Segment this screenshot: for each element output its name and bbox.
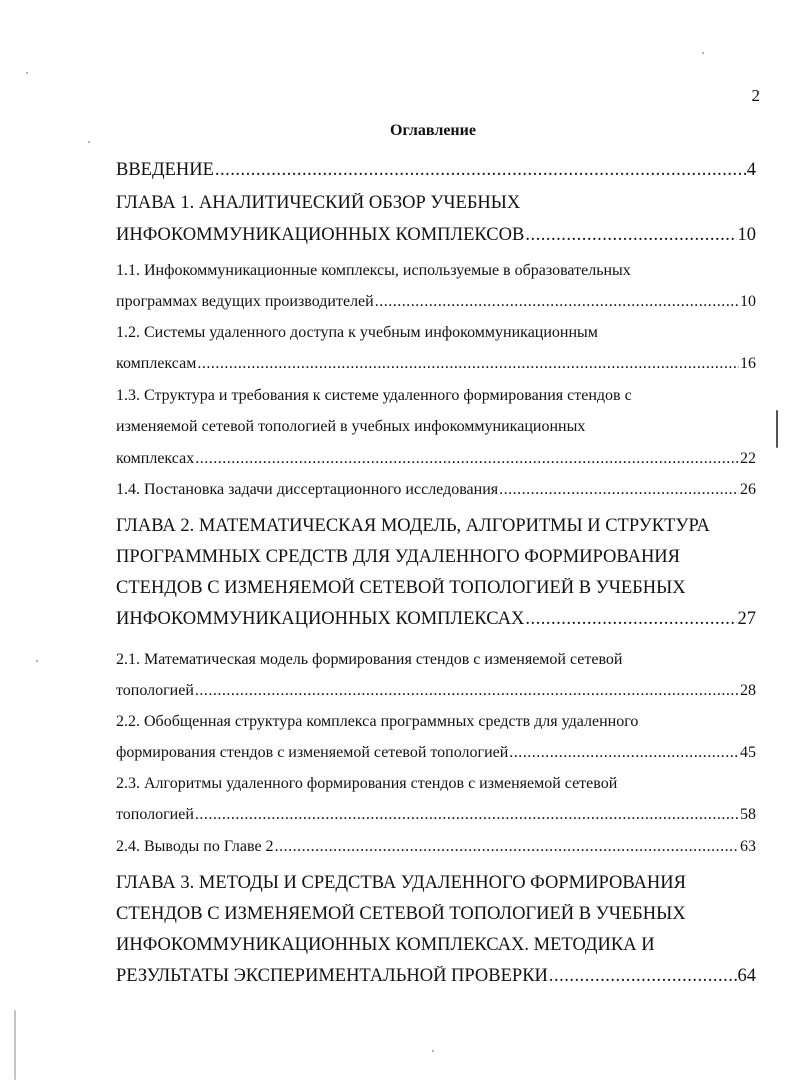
scan-speck: [26, 72, 28, 74]
toc-page: 45: [740, 744, 756, 761]
toc-page: 22: [740, 450, 756, 467]
scan-speck: [702, 52, 704, 54]
toc-text: ГЛАВА 1. АНАЛИТИЧЕСКИЙ ОБЗОР УЧЕБНЫХ: [116, 193, 521, 213]
leader-dots: [375, 293, 739, 311]
toc-text: ВВЕДЕНИЕ: [116, 160, 214, 180]
leader-dots: [275, 838, 739, 856]
scan-speck: [776, 410, 778, 448]
toc-line: [116, 293, 756, 311]
toc-line: [116, 355, 756, 373]
toc-text: формирования стендов с изменяемой сетевой топологией: [116, 744, 509, 761]
toc-text: ПРОГРАММНЫХ СРЕДСТВ ДЛЯ УДАЛЕННОГО ФОРМИРОВАНИЯ: [116, 547, 680, 567]
scan-speck: [432, 1050, 434, 1052]
toc-line: [116, 966, 756, 987]
toc-text: топологией: [116, 682, 194, 699]
toc-text: изменяемой сетевой топологией в учебных инфокоммуникационных: [116, 418, 586, 435]
page-number: 2: [751, 86, 760, 105]
toc-text: СТЕНДОВ С ИЗМЕНЯЕМОЙ СЕТЕВОЙ ТОПОЛОГИЕЙ В УЧЕБНЫХ: [116, 904, 686, 924]
toc-line: [116, 225, 756, 246]
toc-line: [116, 744, 756, 762]
toc-text: 2.3. Алгоритмы удаленного формирования стендов с изменяемой сетевой: [116, 775, 618, 792]
toc-page: 64: [737, 966, 756, 986]
scan-speck: [14, 1010, 16, 1080]
toc-page: 63: [740, 838, 756, 855]
toc-text: ИНФОКОММУНИКАЦИОННЫХ КОМПЛЕКСАХ. МЕТОДИКА И: [116, 935, 655, 955]
toc-page: 4: [746, 160, 756, 180]
toc-text: ГЛАВА 2. МАТЕМАТИЧЕСКАЯ МОДЕЛЬ, АЛГОРИТМЫ И СТРУКТУРА: [116, 516, 710, 536]
leader-dots: [525, 609, 736, 630]
toc-page: 10: [740, 293, 756, 310]
toc-line: [116, 609, 756, 630]
scan-speck: [36, 660, 38, 662]
toc-line: [116, 450, 756, 468]
toc-text: ИНФОКОММУНИКАЦИОННЫХ КОМПЛЕКСАХ: [116, 609, 525, 629]
toc-page: 58: [740, 806, 756, 823]
toc-text: программах ведущих производителей: [116, 293, 374, 310]
toc-text: РЕЗУЛЬТАТЫ ЭКСПЕРИМЕНТАЛЬНОЙ ПРОВЕРКИ: [116, 966, 548, 986]
scan-speck: [88, 141, 90, 143]
leader-dots: [525, 225, 736, 246]
leader-dots: [215, 160, 746, 181]
toc-text: топологией: [116, 806, 194, 823]
toc-line: [116, 838, 756, 856]
toc-text: 2.4. Выводы по Главе 2: [116, 838, 274, 855]
toc-text: 1.3. Структура и требования к системе удаленного формирования стендов с: [116, 387, 632, 404]
toc-text: 1.2. Системы удаленного доступа к учебным инфокоммуникационным: [116, 324, 598, 341]
toc-text: комплексах: [116, 450, 195, 467]
toc-title: Оглавление: [390, 122, 476, 139]
toc-line: [116, 481, 756, 499]
toc-page: 28: [740, 682, 756, 699]
leader-dots: [549, 966, 737, 987]
toc-line: [116, 160, 756, 181]
toc-page: 10: [737, 225, 756, 245]
toc-page: 27: [737, 609, 756, 629]
toc-page: 26: [740, 481, 756, 498]
toc-text: 2.2. Обобщенная структура комплекса программных средств для удаленного: [116, 713, 639, 730]
toc-text: 1.4. Постановка задачи диссертационного исследования: [116, 481, 499, 498]
toc-page: 16: [740, 355, 756, 372]
toc-text: СТЕНДОВ С ИЗМЕНЯЕМОЙ СЕТЕВОЙ ТОПОЛОГИЕЙ В УЧЕБНЫХ: [116, 578, 686, 598]
toc-text: ИНФОКОММУНИКАЦИОННЫХ КОМПЛЕКСОВ: [116, 225, 525, 245]
toc-text: комплексам: [116, 355, 197, 372]
leader-dots: [499, 481, 739, 499]
toc-text: 1.1. Инфокоммуникационные комплексы, используемые в образовательных: [116, 262, 631, 279]
toc-line: [116, 682, 756, 700]
toc-text: ГЛАВА 3. МЕТОДЫ И СРЕДСТВА УДАЛЕННОГО ФОРМИРОВАНИЯ: [116, 873, 686, 893]
toc-line: [116, 806, 756, 824]
leader-dots: [197, 355, 739, 373]
toc-text: 2.1. Математическая модель формирования стендов с изменяемой сетевой: [116, 651, 623, 668]
leader-dots: [509, 744, 739, 762]
leader-dots: [195, 682, 739, 700]
leader-dots: [195, 450, 739, 468]
leader-dots: [195, 806, 739, 824]
